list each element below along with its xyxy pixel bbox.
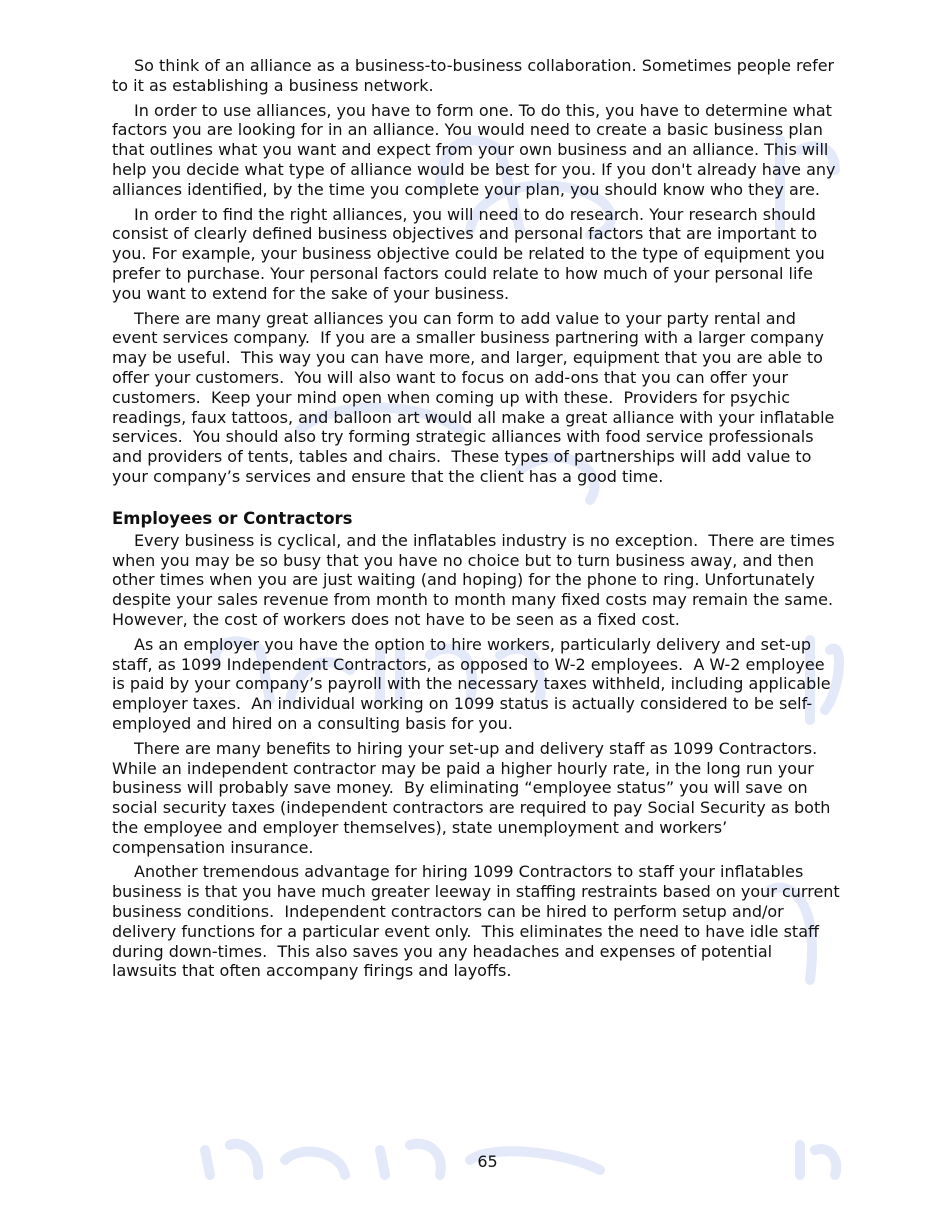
employees-section (112, 508, 845, 982)
body-paragraph: In order to find the right alliances, you will need to do research. Your research should consist of clearly defined business objectives and personal factors that are important to you. For example, your business objective could be related to the type of equipment you prefer to purchase. Your personal factors could relate to how much of your personal life you want to extend for the sake of your business. (112, 204, 830, 303)
page-content (112, 56, 845, 986)
body-paragraph: As an employer you have the option to hire workers, particularly delivery and set-up staff, as 1099 Independent Contractors, as opposed to W-2 employees. A W-2 employee is paid by your company’s payroll with the necessary taxes withheld, including applicable employer taxes. An individual working on 1099 status is actually considered to be self-employed and hired on a consulting basis for you. (112, 634, 836, 733)
alliances-section (112, 56, 840, 487)
body-paragraph: There are many benefits to hiring your set-up and delivery staff as 1099 Contractors. While an independent contractor may be paid a higher hourly rate, in the long run your business will probably save money. By eliminating “employee status” you will save on social security taxes (independent contractors are required to pay Social Security as both the employee and employer themselves), state unemployment and workers’ compensation insurance. (112, 738, 836, 857)
body-paragraph: So think of an alliance as a business-to-business collaboration. Sometimes people refer to it as establishing a business network. (112, 56, 840, 95)
body-paragraph: In order to use alliances, you have to form one. To do this, you have to determine what factors you are looking for in an alliance. You would need to create a basic business plan that outlines what you want and expect from your own business and an alliance. This will help you decide what type of alliance would be best for you. If you don't already have any alliances identified, by the time you complete your plan, you should know who they are. (112, 100, 841, 199)
page-number: 65 (477, 1152, 498, 1171)
body-paragraph: There are many great alliances you can form to add value to your party rental and event services company. If you are a smaller business partnering with a larger company may be useful. This way you can have more, and larger, equipment that you are able to offer your customers. You will also want to focus on add-ons that you can offer your customers. Keep your mind open when coming up with these. Providers for psychic readings, faux tattoos, and balloon art would all make a great alliance with your inflatable services. You should also try forming strategic alliances with food service professionals and providers of tents, tables and chairs. These types of partnerships will add value to your company’s services and ensure that the client has a good time. (112, 308, 840, 486)
body-paragraph: Every business is cyclical, and the inflatables industry is no exception. There are times when you may be so busy that you have no choice but to turn business away, and then other times when you are just waiting (and hoping) for the phone to ring. Unfortunately despite your sales revenue from month to month many fixed costs may remain the same. However, the cost of workers does not have to be seen as a fixed cost. (112, 530, 844, 629)
body-paragraph: Another tremendous advantage for hiring 1099 Contractors to staff your inflatables business is that you have much greater leeway in staffing restraints based on your current business conditions. Independent contractors can be hired to perform setup and/or delivery functions for a particular event only. This eliminates the need to have idle staff during down-times. This also saves you any headaches and expenses of potential lawsuits that often accompany firings and layoffs. (112, 862, 845, 981)
section-heading: Employees or Contractors (112, 508, 353, 528)
